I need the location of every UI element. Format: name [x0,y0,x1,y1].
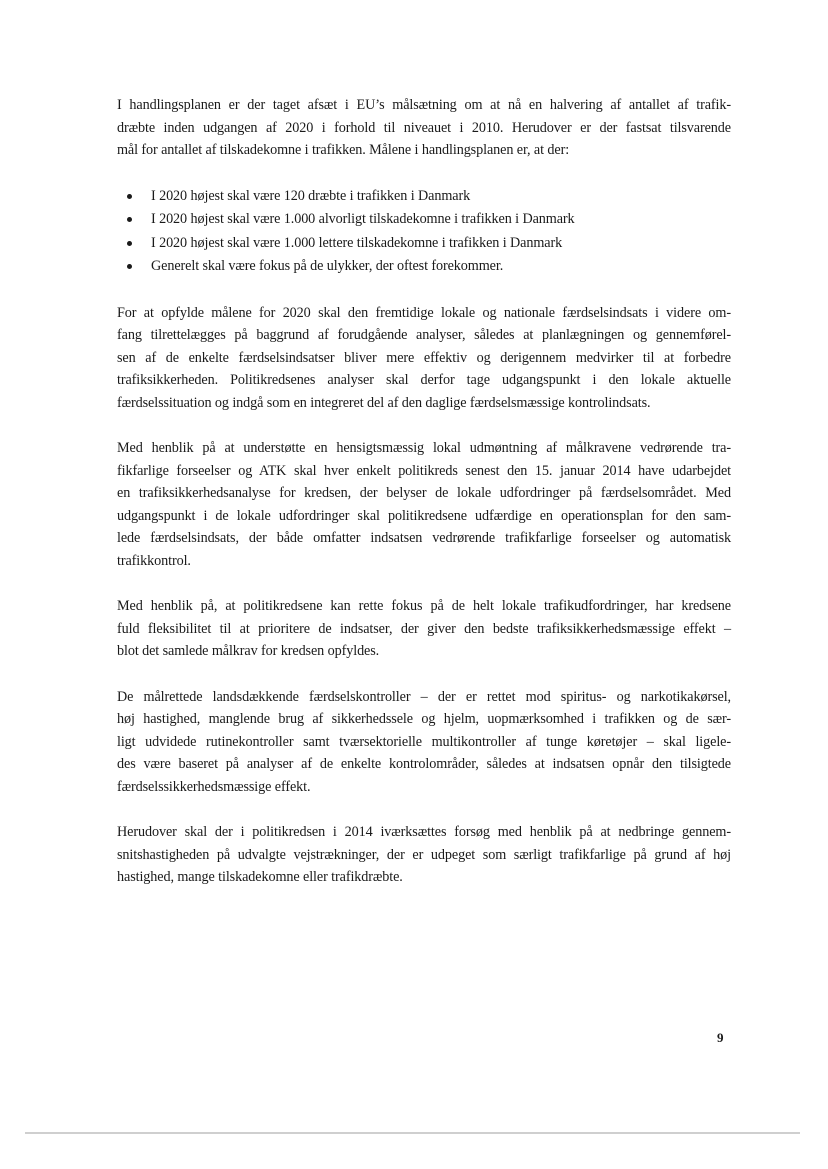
list-item [117,208,731,232]
list-item [117,232,731,256]
text-line: trafikkontrol. [117,552,191,569]
list-item-text: I 2020 højest skal være 1.000 lettere tilskadekomne i trafikken i Danmark [151,234,563,251]
text-line: udgangspunkt i de lokale udfordringer skal politikredsene udfærdige en operationsplan for den sam- [117,507,731,524]
goals-list [117,185,731,279]
text-line: dræbte inden udgangen af 2020 i forhold til niveauet i 2010. Herudover er der fastsat tilsvarende [117,119,731,136]
bottom-divider [25,1132,800,1134]
paragraph-analysis [117,302,731,415]
text-line: færdselssikkerhedsmæssige effekt. [117,778,311,795]
text-line: fikfarlige forseelser og ATK skal hver enkelt politikreds senest den 15. januar 2014 have udarbejdet [117,462,731,479]
text-line: fang tilrettelægges på baggrund af forudgående analyser, således at planlægningen og gennemførel- [117,327,731,343]
text-line: høj hastighed, manglende brug af sikkerhedssele og hjelm, uopmærksomhed i trafikken og de sær- [117,711,731,727]
text-line: ligt udvidede rutinekontroller samt tværsektorielle multikontroller af tunge køretøjer – skal ligele- [117,733,731,750]
list-item [117,255,731,279]
bullet-icon [127,217,132,222]
page-number: 9 [717,1030,724,1045]
text-line: sen af de enkelte færdselsindsatser bliver mere effektiv og derigennem medvirker til at forbedre [117,349,731,366]
text-line: I handlingsplanen er der taget afsæt i EU’s målsætning om at nå en halvering af antallet af trafik- [117,97,731,113]
paragraph-flexibility [117,595,731,663]
paragraph-speed-trials [117,821,731,889]
text-line: trafiksikkerheden. Politikredsenes analyser skal derfor tage udgangspunkt i den lokale aktuelle [117,372,731,388]
bullet-icon [127,264,132,269]
text-line: snitshastigheden på udvalgte vejstrækninger, der er udpeget som særligt trafikfarlige på grund af høj [117,846,731,863]
text-line: en trafiksikkerhedsanalyse for kredsen, der belyser de lokale udfordringer på færdselsområdet. Med [117,485,731,501]
text-line: Med henblik på at understøtte en hensigtsmæssig lokal udmøntning af målkravene vedrørende tra- [117,440,731,456]
bullet-icon [127,194,132,199]
text-line: fuld fleksibilitet til at prioritere de indsatser, der giver den bedste trafiksikkerhedsmæssige effekt – [117,620,731,637]
text-line: des være baseret på analyser af de enkelte kontrolområder, således at indsatsen opnår den tilsigtede [117,756,731,772]
text-line: lede færdselsindsats, der både omfatter indsatsen vedrørende trafikfarlige forseelser og automatisk [117,530,731,546]
text-line: Herudover skal der i politikredsen i 2014 iværksættes forsøg med henblik på at nedbringe gennem- [117,824,731,840]
list-item-text: Generelt skal være fokus på de ulykker, der oftest forekommer. [151,258,504,274]
text-line: De målrettede landsdækkende færdselskontroller – der er rettet mod spiritus- og narkotikakørsel, [117,688,731,705]
text-line: For at opfylde målene for 2020 skal den fremtidige lokale og nationale færdselsindsats i videre om- [117,304,731,321]
paragraph-national-controls [117,686,731,799]
list-item [117,185,731,209]
bullet-icon [127,241,132,246]
list-item-text: I 2020 højest skal være 1.000 alvorligt tilskadekomne i trafikken i Danmark [151,211,575,227]
paragraph-operations-plan [117,437,731,572]
page-content [117,94,731,912]
text-line: færdselssituation og indgå som en integreret del af den daglige færdselsmæssige kontrolindsats. [117,394,651,411]
text-line: hastighed, mange tilskadekomne eller trafikdræbte. [117,869,403,885]
paragraph-intro [117,94,731,162]
text-line: mål for antallet af tilskadekomne i trafikken. Målene i handlingsplanen er, at der: [117,142,570,158]
list-item-text: I 2020 højest skal være 120 dræbte i trafikken i Danmark [151,187,471,204]
text-line: blot det samlede målkrav for kredsen opfyldes. [117,643,380,659]
text-line: Med henblik på, at politikredsene kan rette fokus på de helt lokale trafikudfordringer, har kredsene [117,598,731,614]
